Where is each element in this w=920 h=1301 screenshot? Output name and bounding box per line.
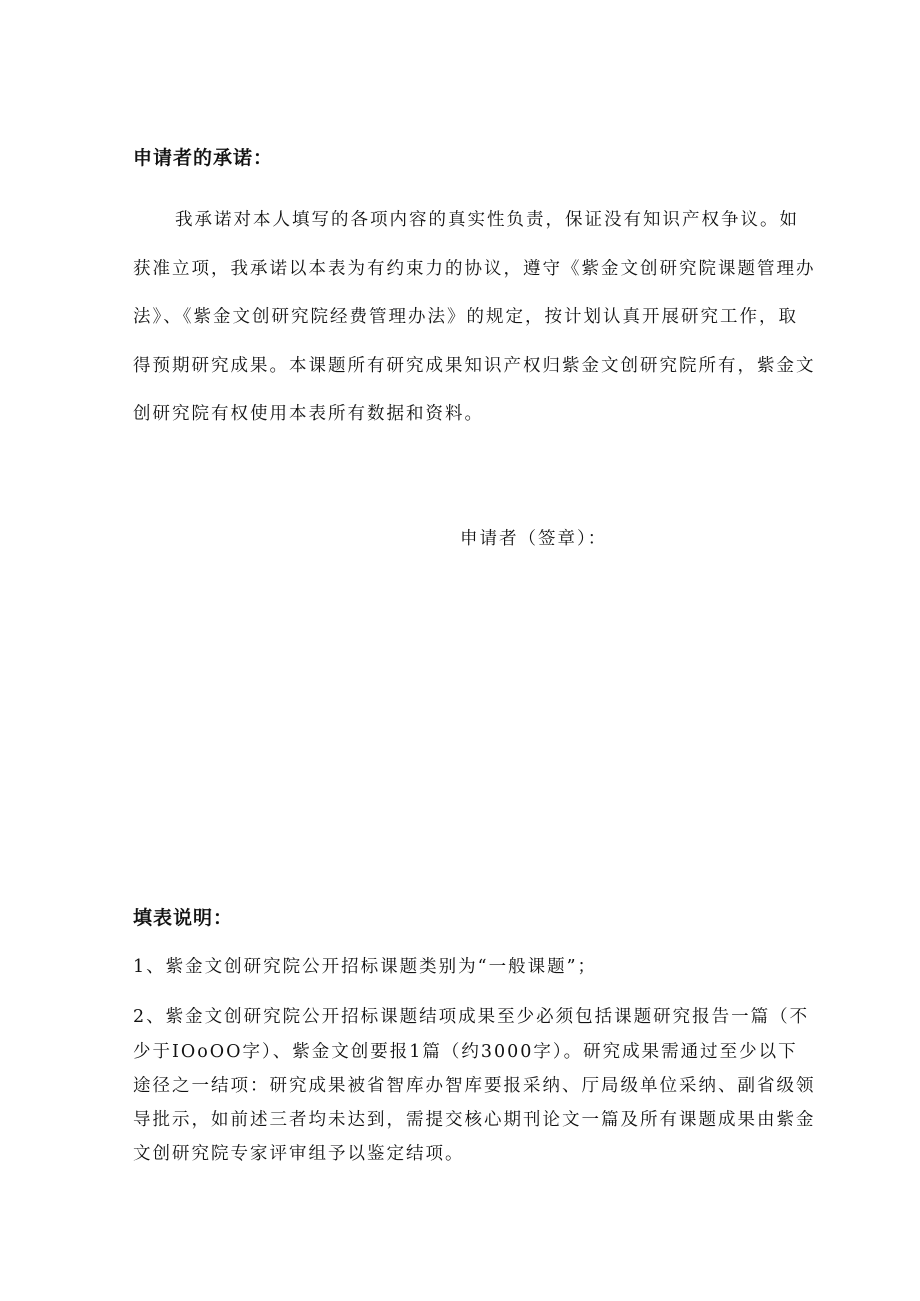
instruction-line: 1、紫金文创研究院公开招标课题类别为“一般课题”； [133, 957, 598, 977]
pledge-line: 我承诺对本人填写的各项内容的真实性负责，保证没有知识产权争议。如 [175, 210, 799, 230]
instructions-title: 填表说明： [133, 907, 234, 929]
instruction-line: 少于IOoOO字）、紫金文创要报1篇（约3000字）。研究成果需通过至少以下 [133, 1042, 798, 1062]
instruction-line: 导批示，如前述三者均未达到，需提交核心期刊论文一篇及所有课题成果由紫金 [133, 1110, 816, 1130]
instruction-line: 2、紫金文创研究院公开招标课题结项成果至少必须包括课题研究报告一篇（不 [133, 1007, 810, 1027]
pledge-line: 得预期研究成果。本课题所有研究成果知识产权归紫金文创研究院所有，紫金文 [133, 356, 816, 376]
pledge-line: 创研究院有权使用本表所有数据和资料。 [133, 404, 484, 424]
instruction-line: 文创研究院专家评审组予以鉴定结项。 [133, 1144, 465, 1164]
pledge-line: 法》、《紫金文创研究院经费管理办法》的规定，按计划认真开展研究工作，取 [133, 307, 798, 327]
pledge-line: 获准立项，我承诺以本表为有约束力的协议，遵守《紫金文创研究院课题管理办 [133, 259, 816, 279]
signature-label: 申请者（签章）： [460, 529, 608, 549]
pledge-title: 申请者的承诺： [133, 147, 274, 169]
instruction-line: 途径之一结项：研究成果被省智库办智库要报采纳、厅局级单位采纳、副省级领 [133, 1076, 816, 1096]
